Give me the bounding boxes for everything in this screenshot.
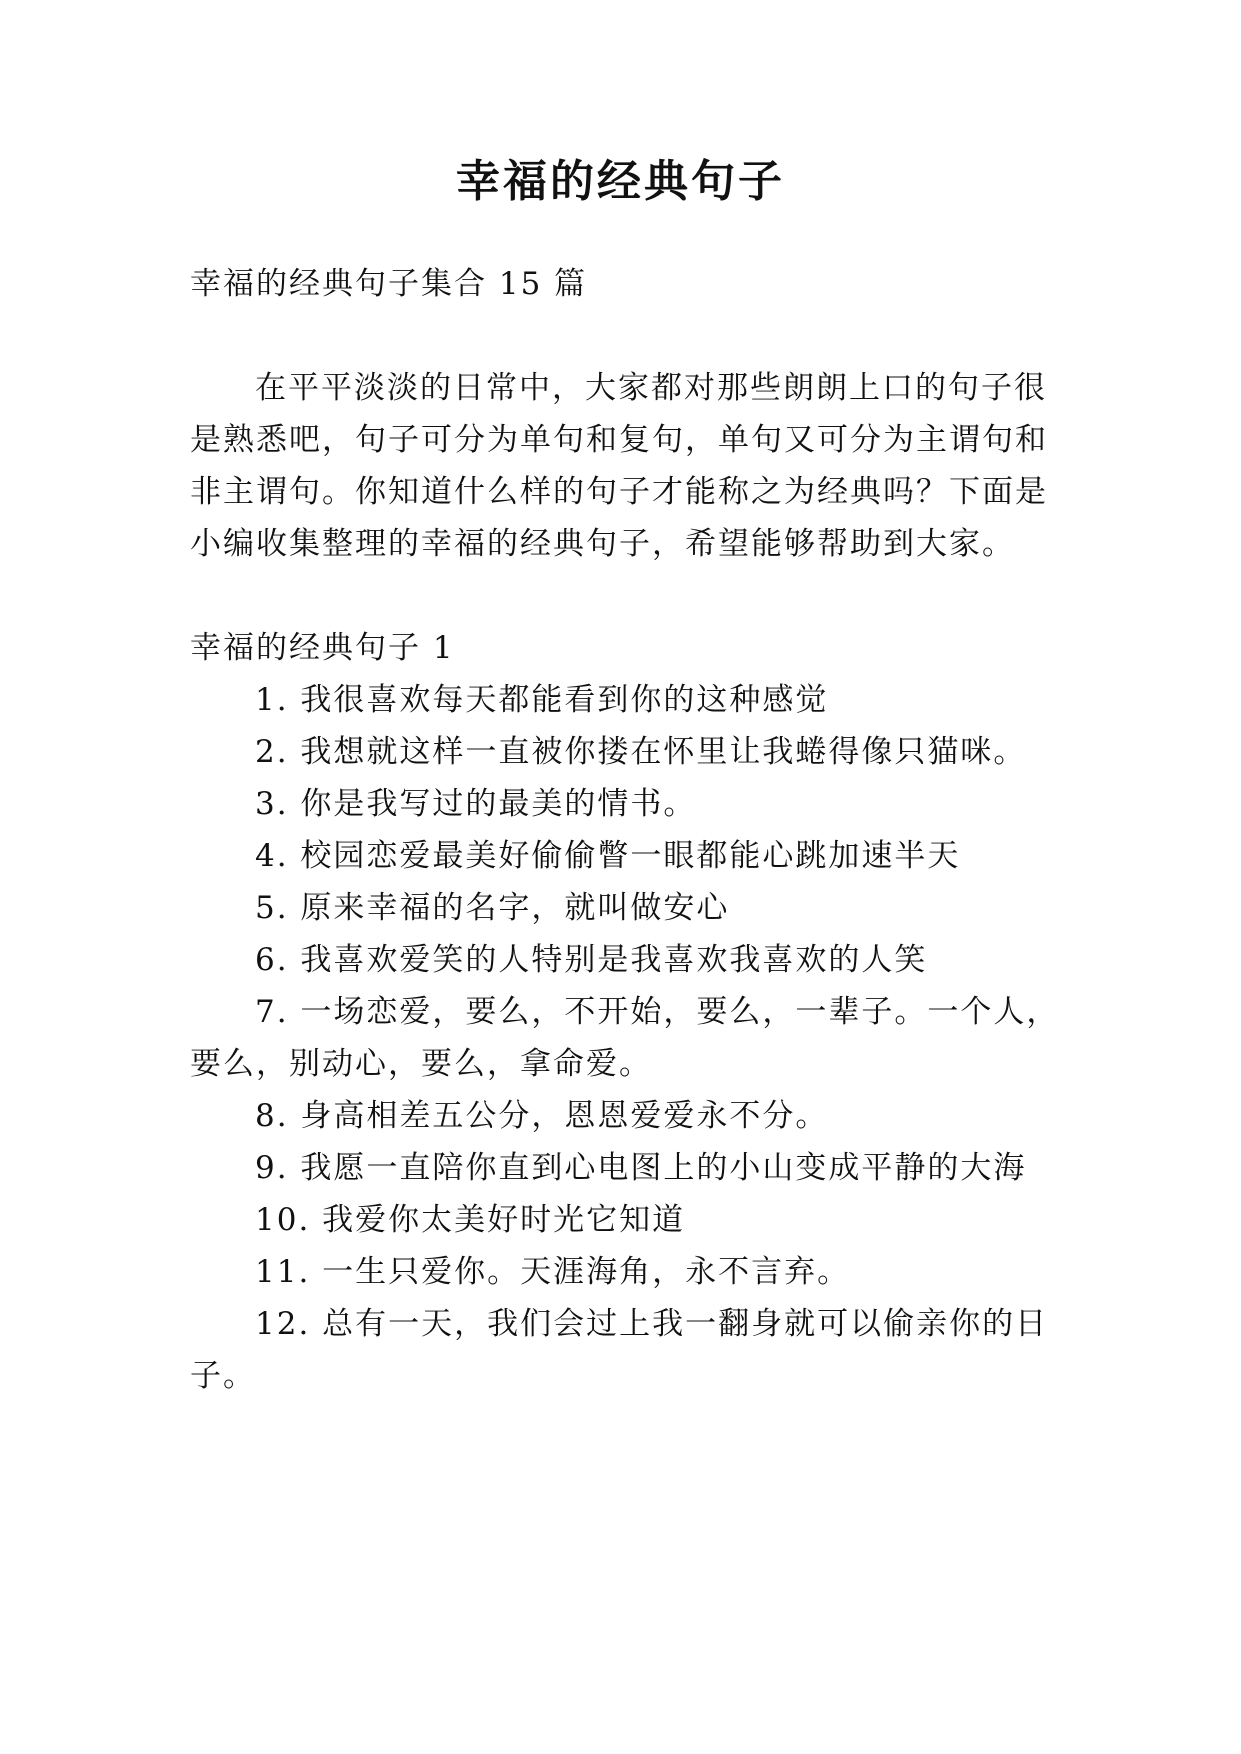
intro-line: 在平平淡淡的日常中，大家都对那些朗朗上口的句子很 <box>255 370 1047 406</box>
list-item: 4. 校园恋爱最美好偷偷瞥一眼都能心跳加速半天 <box>255 838 961 874</box>
list-item: 7. 一场恋爱，要么，不开始，要么，一辈子。一个人， <box>255 994 1060 1030</box>
intro-line: 非主谓句。你知道什么样的句子才能称之为经典吗？下面是 <box>190 474 1048 510</box>
list-item: 11. 一生只爱你。天涯海角，永不言弃。 <box>255 1254 851 1290</box>
list-item-continuation: 子。 <box>190 1358 256 1394</box>
list-item: 6. 我喜欢爱笑的人特别是我喜欢我喜欢的人笑 <box>255 942 928 978</box>
intro-line: 小编收集整理的幸福的经典句子，希望能够帮助到大家。 <box>190 526 1015 562</box>
list-item: 10. 我爱你太美好时光它知道 <box>255 1202 686 1238</box>
list-item: 8. 身高相差五公分，恩恩爱爱永不分。 <box>255 1098 829 1134</box>
document-subtitle: 幸福的经典句子集合 15 篇 <box>190 266 588 302</box>
intro-line: 是熟悉吧，句子可分为单句和复句，单句又可分为主谓句和 <box>190 422 1048 458</box>
section-heading: 幸福的经典句子 1 <box>190 630 455 666</box>
list-item: 9. 我愿一直陪你直到心电图上的小山变成平静的大海 <box>255 1150 1027 1186</box>
list-item: 1. 我很喜欢每天都能看到你的这种感觉 <box>255 682 829 718</box>
list-item: 12. 总有一天，我们会过上我一翻身就可以偷亲你的日 <box>255 1306 1049 1342</box>
list-item: 3. 你是我写过的最美的情书。 <box>255 786 697 822</box>
list-item: 5. 原来幸福的名字，就叫做安心 <box>255 890 730 926</box>
list-item: 2. 我想就这样一直被你搂在怀里让我蜷得像只猫咪。 <box>255 734 1027 770</box>
list-item-continuation: 要么，别动心，要么，拿命爱。 <box>190 1046 652 1082</box>
document-title: 幸福的经典句子 <box>456 156 785 207</box>
